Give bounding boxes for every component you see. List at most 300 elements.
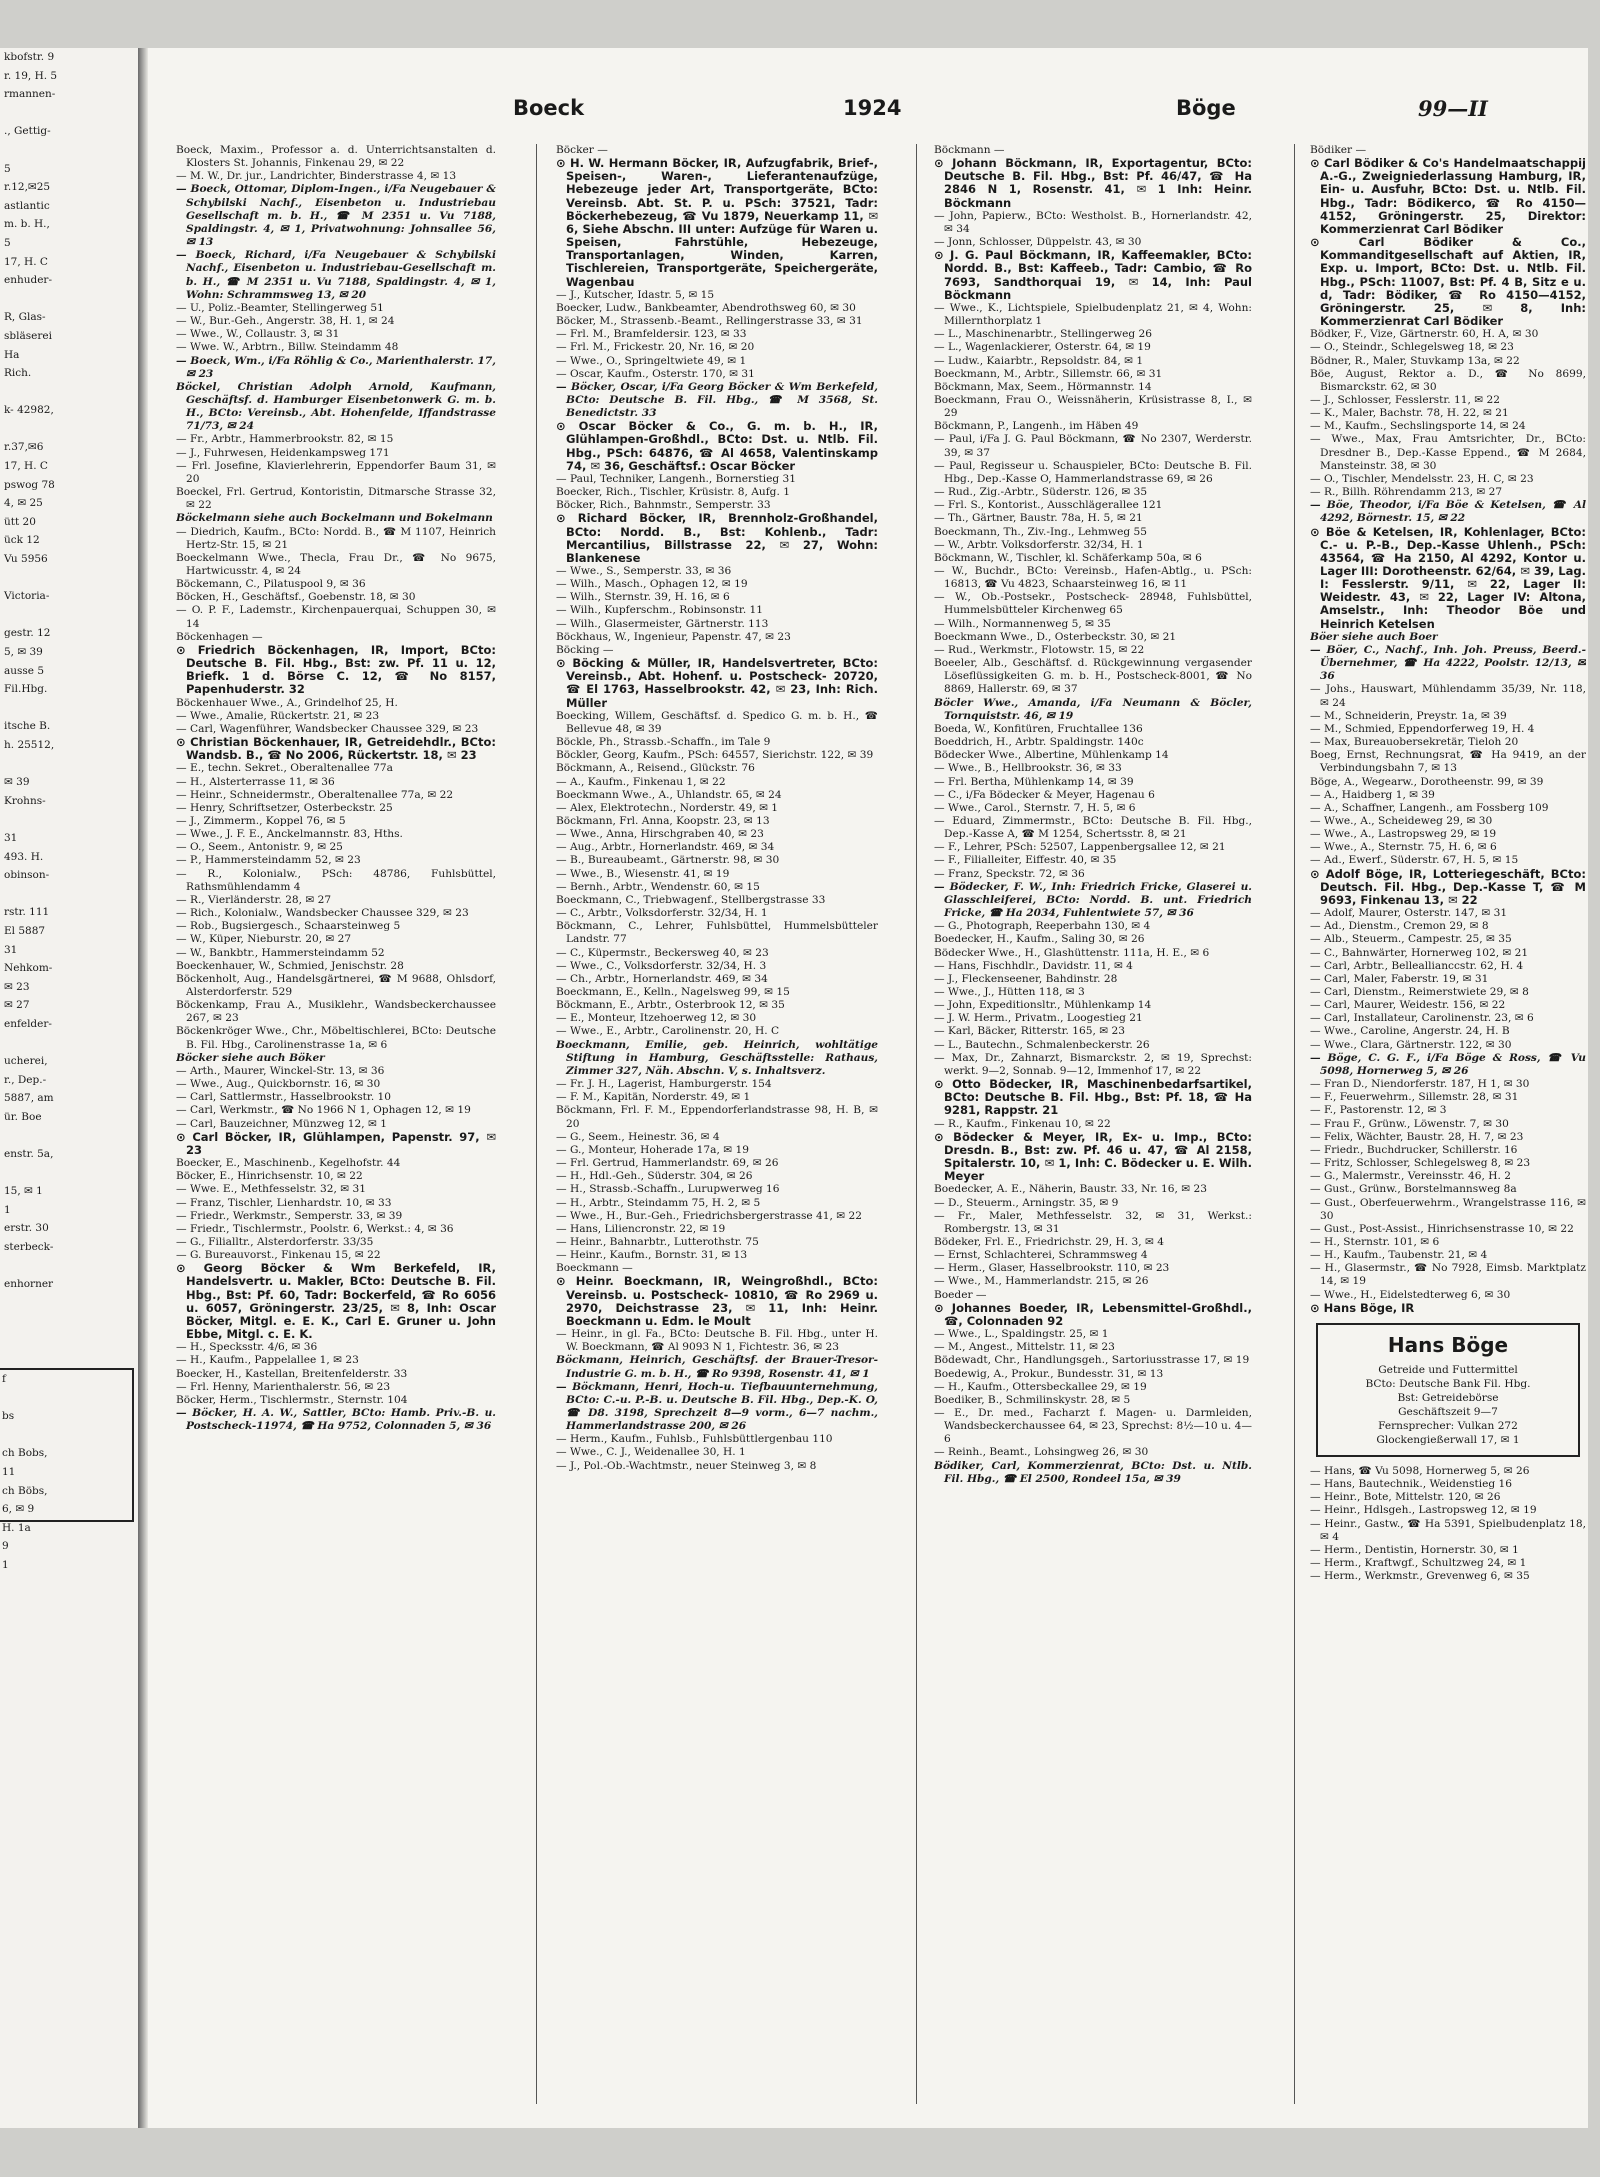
- directory-entry: — Hans, Fischhdlr., Davidstr. 11, ✉ 4: [934, 959, 1133, 972]
- directory-entry: — H., Kaufm., Ottersbeckallee 29, ✉ 19: [934, 1380, 1147, 1393]
- directory-entry: — Carl, Dienstm., Reimerstwiete 29, ✉ 8: [1310, 986, 1529, 998]
- previous-page-line: sterbeck-: [4, 1241, 54, 1253]
- directory-entry: — Heinr., Kaufm., Bornstr. 31, ✉ 13: [556, 1249, 748, 1262]
- previous-page-line: kbofstr. 9: [4, 51, 55, 63]
- directory-entry: — O., Seem., Antonistr. 9, ✉ 25: [176, 841, 343, 854]
- directory-entry: Böckmann, Frl. Anna, Koopstr. 23, ✉ 13: [556, 814, 770, 827]
- previous-page-line: 17, H. C: [4, 255, 48, 268]
- directory-entry: — Frl. Gertrud, Hammerlandstr. 69, ✉ 26: [556, 1157, 779, 1170]
- directory-entry: — John, Papierw., BCto: Westholst. B., Hornerlandstr. 42, ✉ 34: [934, 209, 1252, 235]
- directory-entry: — F., Feuerwehrm., Sillemstr. 28, ✉ 31: [1310, 1091, 1519, 1104]
- directory-entry: — O. P. F., Lademstr., Kirchenpauerquai, Schuppen 30, ✉ 14: [176, 604, 496, 630]
- directory-entry: Boeckmann, M., Arbtr., Sillemstr. 66, ✉ 31: [934, 367, 1163, 380]
- previous-page-box-line: 11: [2, 1465, 16, 1478]
- directory-entry: — Fr. J. H., Lagerist, Hamburgerstr. 154: [556, 1078, 772, 1091]
- advertisement-line: Geschäftszeit 9—7: [1398, 1405, 1498, 1418]
- previous-page-line: 493. H.: [4, 850, 44, 863]
- directory-entry: — Wwe., L., Spaldingstr. 25, ✉ 1: [934, 1328, 1109, 1341]
- directory-entry: Böckmann, C., Lehrer, Fuhlsbüttel, Hummelsbütteler Landstr. 77: [556, 920, 878, 946]
- directory-entry: Bödker, F., Vize, Gärtnerstr. 60, H. A, ✉ 30: [1310, 328, 1539, 341]
- previous-page-line: enstr. 5a,: [4, 1148, 54, 1161]
- directory-entry: Böckel, Christian Adolph Arnold, Kaufmann, Geschäftsf. d. Hamburger Eisenbetonwerk G. m. b. H., BCto: Vereinsb., Abt. Hohenfelde, Iffandstrasse 71/73, ✉ 24: [176, 380, 496, 433]
- directory-entry: — Wwe., Carol., Sternstr. 7, H. 5, ✉ 6: [934, 801, 1136, 814]
- column-divider: [536, 144, 537, 2104]
- directory-entry: — Henry, Schriftsetzer, Osterbeckstr. 25: [176, 801, 393, 814]
- directory-entry: Boeckmann, Th., Ziv.-Ing., Lehmweg 55: [934, 525, 1147, 538]
- directory-entry: — J., Pol.-Ob.-Wachtmstr., neuer Steinweg 3, ✉ 8: [556, 1459, 817, 1472]
- directory-entry: — Wwe., Caroline, Angerstr. 24, H. B: [1310, 1025, 1510, 1038]
- directory-entry: — J., Schlosser, Fesslerstr. 11, ✉ 22: [1310, 393, 1500, 406]
- directory-entry: Boeckmann, E., Kelln., Nagelsweg 99, ✉ 15: [556, 986, 790, 998]
- directory-entry: — Boeck, Ottomar, Diplom-Ingen., i/Fa Neugebauer & Schybilski Nachf., Eisenbeton u. Industriebau Gesellschaft m. b. H., ☎ M 2351 u. Vu 7188, Spaldingstr. 4, ✉ 1, Privatwohnung: Johnsallee 56, ✉ 13: [176, 183, 496, 249]
- advertisement-line: Bst: Getreidebörse: [1397, 1391, 1499, 1404]
- directory-entry: Böckmann —: [934, 144, 1005, 156]
- header-year: 1924: [843, 96, 902, 120]
- firm-entry: ⊙ H. W. Hermann Böcker, IR, Aufzugfabrik, Brief-, Speisen-, Waren-, Lieferantenaufzüge, Hebezeuge jeder Art, Transportgeräte, BCto: Vereinsb. Abt. St. P. u. PSch: 37521, Tadr: Böckerhebezeug, ☎ Vu 1879, Neuerkamp 11, ✉ 6, Siehe Abschn. III unter: Aufzüge für Waren u. Speisen, Fahrstühle, Hebezeuge, Transportanlagen, Winden, Karren, Tischlereien, Transportgeräte, Speichergeräte, Wagenbau: [556, 156, 878, 289]
- directory-entry: — Frau F., Grünw., Löwenstr. 7, ✉ 30: [1310, 1117, 1509, 1130]
- previous-page-ad-box: [0, 1368, 134, 1571]
- column-3: [934, 144, 1252, 2104]
- previous-page-box-line: [2, 1389, 132, 1408]
- previous-page-line: [4, 885, 138, 904]
- directory-entry: — H., Arbtr., Steindamm 75, H. 2, ✉ 5: [556, 1196, 761, 1209]
- directory-entry: — M., Schneiderin, Preystr. 1a, ✉ 39: [1310, 709, 1507, 722]
- previous-page-line: ausse 5: [4, 664, 45, 677]
- directory-entry: — Paul, Regisseur u. Schauspieler, BCto: Deutsche B. Fil. Hbg., Dep.-Kasse O, Hammerlandstrasse 69, ✉ 26: [934, 459, 1252, 485]
- directory-entry: — H., Alsterterrasse 11, ✉ 36: [176, 775, 335, 788]
- directory-entry: — P., Hammersteindamm 52, ✉ 23: [176, 854, 361, 867]
- directory-entry: — F. M., Kapitän, Norderstr. 49, ✉ 1: [556, 1091, 751, 1104]
- firm-entry: ⊙ Böcking & Müller, IR, Handelsvertreter, BCto: Vereinsb., Abt. Hohenf. u. Postscheck- 20720, ☎ El 1763, Hasselbrookstr. 42, ✉ 23, Inh: Rich. Müller: [556, 656, 878, 710]
- directory-entry: — Carl, Installateur, Carolinenstr. 23, ✉ 6: [1310, 1012, 1534, 1025]
- previous-page-line: Vu 5956: [4, 553, 48, 566]
- previous-page-box-line: 6, ✉ 9: [2, 1503, 35, 1516]
- advertisement-box: [1316, 1323, 1580, 1457]
- directory-entry: — G., Filialltr., Alsterdorferstr. 33/35: [176, 1235, 374, 1248]
- directory-entry: — U., Poliz.-Beamter, Stellingerweg 51: [176, 301, 384, 314]
- directory-entry: — Hans, Bautechnik., Weidenstieg 16: [1310, 1478, 1512, 1491]
- previous-page-line: 15, ✉ 1: [4, 1185, 43, 1198]
- directory-entry: — J., Fleckenseener, Bahdinstr. 28: [934, 972, 1118, 985]
- directory-entry: — Carl, Wagenführer, Wandsbecker Chaussee 329, ✉ 23: [176, 722, 479, 735]
- directory-entry: — W., Buchdr., BCto: Vereinsb., Hafen-Abtlg., u. PSch: 16813, ☎ Vu 4823, Schaarsteinweg 16, ✉ 11: [934, 565, 1252, 591]
- column-4: [1310, 144, 1586, 2104]
- directory-entry: Böckmann, A., Reisend., Glückstr. 76: [556, 762, 755, 775]
- previous-page-line: [4, 141, 138, 160]
- directory-entry: Boeck, Maxim., Professor a. d. Unterrichtsanstalten d. Klosters St. Johannis, Finkenau 29, ✉ 22: [176, 144, 496, 170]
- directory-entry: Boeckmann —: [556, 1262, 633, 1275]
- directory-entry: — Carl, Bauzeichner, Münzweg 12, ✉ 1: [176, 1117, 387, 1130]
- directory-entry: — Heinr., Bahnarbtr., Lutterothstr. 75: [556, 1235, 759, 1248]
- directory-entry: — Rud., Werkmstr., Flotowstr. 15, ✉ 22: [934, 643, 1145, 656]
- previous-page-line: Ha: [4, 348, 20, 361]
- directory-entry: — C., i/Fa Bödecker & Meyer, Hagenau 6: [934, 788, 1155, 801]
- directory-entry: — Eduard, Zimmermstr., BCto: Deutsche B. Fil. Hbg., Dep.-Kasse A, ☎ M 1254, Schertsstr. 8, ✉ 21: [934, 814, 1252, 841]
- directory-entry: — John, Expeditionsltr., Mühlenkamp 14: [934, 999, 1152, 1012]
- directory-entry: Bödecker Wwe., Albertine, Mühlenkamp 14: [934, 749, 1169, 762]
- directory-entry: — Wwe., B., Wiesenstr. 41, ✉ 19: [556, 867, 730, 880]
- page-number: 99—II: [1418, 96, 1488, 121]
- advertisement-line: Glockengießerwall 17, ✉ 1: [1376, 1433, 1520, 1446]
- directory-entry: Boeg, Ernst, Rechnungsrat, ☎ Ha 9419, an der Verbindungsbahn 7, ✉ 13: [1310, 749, 1586, 775]
- previous-page-line: [4, 290, 138, 309]
- directory-entry: — F., Pastorenstr. 12, ✉ 3: [1310, 1104, 1447, 1117]
- previous-page-line: k- 42982,: [4, 404, 54, 417]
- previous-page-line: Nehkom-: [4, 962, 53, 975]
- directory-entry: — J., Fuhrwesen, Heidenkampsweg 171: [176, 446, 390, 459]
- previous-page-line: h. 25512,: [4, 738, 55, 751]
- previous-page-line: Fil.Hbg.: [4, 683, 48, 696]
- directory-entry: Boeda, W., Konfitüren, Fruchtallee 136: [934, 722, 1143, 735]
- directory-entry: — F., Filialleiter, Eiffestr. 40, ✉ 35: [934, 854, 1117, 867]
- firm-entry: ⊙ Richard Böcker, IR, Brennholz-Großhandel, BCto: Nordd. B., Bst: Kohlenb., Tadr: Mercantilius, Billstrasse 22, ✉ 27, Wohn: Blankenese: [556, 511, 878, 565]
- directory-entry: — Fran D., Niendorferstr. 187, H 1, ✉ 30: [1310, 1078, 1530, 1091]
- directory-entry: — Bödecker, F. W., Inh: Friedrich Fricke, Glaserei u. Glasschleiferei, BCto: Nordd. B. unt. Friedrich Fricke, ☎ Ha 2034, Fuhlentwiete 57, ✉ 36: [934, 880, 1252, 920]
- directory-entry: — Max, Dr., Zahnarzt, Bismarckstr. 2, ✉ 19, Sprechst: werkt. 9—2, Sonnab. 9—12, Immenhof 17, ✉ 22: [934, 1051, 1252, 1077]
- directory-entry: Bödeker, Frl. E., Friedrichstr. 29, H. 3, ✉ 4: [934, 1235, 1164, 1248]
- previous-page-line: [4, 569, 138, 588]
- directory-entry: — M., Angest., Mittelstr. 11, ✉ 23: [934, 1341, 1115, 1354]
- directory-entry: — Wwe., B., Hellbrookstr. 36, ✉ 33: [934, 762, 1122, 775]
- directory-entry: — D., Steuerm., Arningstr. 35, ✉ 9: [934, 1196, 1119, 1209]
- book-gutter: [138, 48, 148, 2128]
- directory-entry: — O., Steindr., Schlegelsweg 18, ✉ 23: [1310, 341, 1514, 354]
- directory-entry: Boeckel, Frl. Gertrud, Kontoristin, Ditmarsche Strasse 32, ✉ 22: [176, 486, 496, 512]
- directory-entry: — Wwe., C., Volksdorferstr. 32/34, H. 3: [556, 959, 767, 972]
- directory-entry: — Friedr., Tischlermstr., Poolstr. 6, Werkst.: 4, ✉ 36: [176, 1222, 454, 1235]
- directory-entry: — Wwe., K., Lichtspiele, Spielbudenplatz 21, ✉ 4, Wohn: Millernthorplatz 1: [934, 301, 1252, 328]
- previous-page-line: ✉ 39: [4, 776, 30, 789]
- directory-entry: — Wilh., Sternstr. 39, H. 16, ✉ 6: [556, 591, 730, 604]
- directory-entry: — A., Haidberg 1, ✉ 39: [1310, 788, 1435, 801]
- directory-entry: Böcking —: [556, 643, 614, 656]
- directory-entry: — Carl, Maler, Faberstr. 19, ✉ 31: [1310, 972, 1489, 985]
- firm-entry: ⊙ Carl Bödiker & Co's Handelmaatschappij A.-G., Zweigniederlassung Hamburg, IR, Ein- u. Ausfuhr, BCto: Dst. u. Ntlb. Fil. Hbg., Tadr: Bödikerco, ☎ Ro 4150—4152, Gröningerstr. 25, Direktor: Kommerzienrat Carl Bödiker: [1310, 156, 1586, 236]
- directory-entry: — Reinh., Beamt., Lohsingweg 26, ✉ 30: [934, 1446, 1149, 1459]
- directory-entry: — Wilh., Masch., Ophagen 12, ✉ 19: [556, 578, 748, 591]
- directory-entry: — Franz, Speckstr. 72, ✉ 36: [934, 867, 1085, 880]
- advertisement-title: Hans Böge: [1387, 1332, 1509, 1357]
- previous-page-line: [4, 383, 138, 402]
- firm-entry: ⊙ Otto Bödecker, IR, Maschinenbedarfsartikel, BCto: Deutsche B. Fil. Hbg., Bst: Pf. 18, ☎ Ha 9281, Rappstr. 21: [934, 1077, 1252, 1118]
- directory-entry: — Bernh., Arbtr., Wendenstr. 60, ✉ 15: [556, 880, 760, 893]
- directory-entry: — Wwe., J., Hütten 118, ✉ 3: [934, 986, 1085, 998]
- directory-entry: — Ch., Arbtr., Hornerlandstr. 469, ✉ 34: [556, 972, 768, 985]
- column-2: [556, 144, 878, 2104]
- directory-entry: — G. Bureauvorst., Finkenau 15, ✉ 22: [176, 1249, 381, 1262]
- directory-entry: — Ad., Ewerf., Süderstr. 67, H. 5, ✉ 15: [1310, 854, 1519, 867]
- directory-entry: — J., Zimmerm., Koppel 76, ✉ 5: [176, 814, 346, 827]
- advertisement-line: Fernsprecher: Vulkan 272: [1378, 1419, 1518, 1432]
- directory-entry: Böckle, Ph., Strassb.-Schaffn., im Tale 9: [556, 736, 771, 749]
- firm-entry: ⊙ Johann Böckmann, IR, Exportagentur, BCto: Deutsche B. Fil. Hbg., Bst: Pf. 46/47, ☎ Ha 2846 N 1, Rosenstr. 41, ✉ 1 Inh: Heinr. Böckmann: [934, 156, 1252, 210]
- directory-entry: Böckmann, W., Tischler, kl. Schäferkamp 50a, ✉ 6: [934, 551, 1202, 564]
- directory-entry: Böckmann, Frl. F. M., Eppendorferlandstrasse 98, H. B, ✉ 20: [556, 1104, 878, 1130]
- directory-entry: Boedewig, A., Prokur., Bundesstr. 31, ✉ 13: [934, 1367, 1164, 1380]
- previous-page-line: enfelder-: [4, 1017, 52, 1030]
- advertisement-line: Getreide und Futtermittel: [1378, 1363, 1518, 1376]
- directory-entry: — C., Arbtr., Volksdorferstr. 32/34, H. 1: [556, 907, 768, 920]
- directory-entry: Böckmann, P., Langenh., im Häben 49: [934, 420, 1139, 433]
- firm-entry: ⊙ Adolf Böge, IR, Lotteriegeschäft, BCto: Deutsch. Fil. Hbg., Dep.-Kasse T, ☎ M 9693, Finkenau 13, ✉ 22: [1310, 866, 1586, 907]
- previous-page-line: erstr. 30: [4, 1222, 49, 1235]
- directory-entry: — Gust., Post-Assist., Hinrichsenstrasse 10, ✉ 22: [1310, 1222, 1574, 1235]
- directory-entry: — Wwe., H., Eidelstedterweg 6, ✉ 30: [1310, 1288, 1511, 1301]
- directory-entry: — W., Bankbtr., Hammersteindamm 52: [176, 946, 385, 959]
- previous-page-line: 5: [4, 236, 11, 249]
- directory-entry: Boeddrich, H., Arbtr. Spaldingstr. 140c: [934, 736, 1144, 749]
- directory-entry: — Ludw., Kaiarbtr., Repsoldstr. 84, ✉ 1: [934, 354, 1144, 367]
- directory-entry: — Alex, Elektrotechn., Norderstr. 49, ✉ 1: [556, 801, 779, 814]
- previous-page-line: gestr. 12: [4, 627, 51, 640]
- directory-entry: Böckmann, E., Arbtr., Osterbrook 12, ✉ 35: [556, 999, 785, 1012]
- directory-entry: — Fr., Maler, Methfesselstr. 32, ✉ 31, Werkst.: Rombergstr. 13, ✉ 31: [934, 1209, 1252, 1235]
- directory-entry: — Rud., Zig.-Arbtr., Süderstr. 126, ✉ 35: [934, 486, 1148, 499]
- directory-entry: — W., Bur.-Geh., Angerstr. 38, H. 1, ✉ 24: [176, 315, 395, 328]
- previous-page-line: itsche B.: [4, 720, 51, 733]
- previous-page-line: r.12,✉25: [4, 181, 51, 194]
- directory-entry: — R., Billh. Röhrendamm 213, ✉ 27: [1310, 486, 1503, 499]
- directory-entry: — Wwe., Amalie, Rückertstr. 21, ✉ 23: [176, 709, 380, 722]
- previous-page-line: 1: [4, 1203, 11, 1216]
- directory-entry: — Frl. S., Kontorist., Ausschlägerallee 121: [934, 499, 1163, 512]
- previous-page-line: rstr. 111: [4, 906, 50, 919]
- directory-entry: Böckenkamp, Frau A., Musiklehr., Wandsbeckerchaussee 267, ✉ 23: [176, 999, 496, 1025]
- directory-entry: Böcker, E., Hinrichsenstr. 10, ✉ 22: [176, 1170, 363, 1183]
- directory-entry: — Karl, Bäcker, Ritterstr. 165, ✉ 23: [934, 1025, 1125, 1038]
- directory-entry: — Paul, i/Fa J. G. Paul Böckmann, ☎ No 2307, Werderstr. 39, ✉ 37: [934, 433, 1252, 459]
- directory-entry: — Oscar, Kaufm., Osterstr. 170, ✉ 31: [556, 367, 755, 380]
- previous-page-box-line: H. 1a: [2, 1521, 31, 1534]
- advertisement-line: BCto: Deutsche Bank Fil. Hbg.: [1365, 1377, 1531, 1390]
- directory-entry: — Wwe., Max, Frau Amtsrichter, Dr., BCto: Dresdner B., Dep.-Kasse Eppend., ☎ M 2684, Mansteinstr. 38, ✉ 30: [1310, 433, 1586, 472]
- column-1: [176, 144, 496, 2104]
- directory-entry: — Frl. Bertha, Mühlenkamp 14, ✉ 39: [934, 775, 1134, 788]
- previous-page-line: [4, 1126, 138, 1145]
- directory-entry: Bödiker, Carl, Kommerzienrat, BCto: Dst. u. Ntlb. Fil. Hbg., ☎ El 2500, Rondeel 15a, ✉ 39: [934, 1459, 1252, 1485]
- directory-entry: Böckhaus, W., Ingenieur, Papenstr. 47, ✉ 23: [556, 630, 791, 643]
- directory-entry: Böckenhauer Wwe., A., Grindelhof 25, H.: [176, 696, 398, 709]
- previous-page-line: [4, 104, 138, 123]
- directory-entry: — K., Maler, Bachstr. 78, H. 22, ✉ 21: [1310, 407, 1509, 420]
- directory-entry: — L., Bautechn., Schmalenbeckerstr. 26: [934, 1038, 1150, 1051]
- previous-page-line: 5887, am: [4, 1092, 54, 1105]
- previous-page-box-line: 1: [2, 1558, 9, 1571]
- previous-page-box-line: f: [2, 1373, 6, 1385]
- directory-entry: Boeckenhauer, W., Schmied, Jenischstr. 28: [176, 959, 404, 972]
- directory-entry: — Herm., Kraftwgf., Schultzweg 24, ✉ 1: [1310, 1557, 1527, 1569]
- directory-entry: — F., Lehrer, PSch: 52507, Lappenbergsallee 12, ✉ 21: [934, 841, 1226, 854]
- previous-page-line: El 5887: [4, 924, 46, 937]
- directory-entry: — Wwe., C. J., Weidenallee 30, H. 1: [556, 1446, 746, 1459]
- directory-entry: — Böge, C. G. F., i/Fa Böge & Ross, ☎ Vu 5098, Hornerweg 5, ✉ 26: [1310, 1051, 1586, 1077]
- firm-entry: ⊙ Christian Böckenhauer, IR, Getreidehdlr., BCto: Wandsb. B., ☎ No 2006, Rückertstr. 18, ✉ 23: [176, 735, 496, 763]
- directory-entry: — Adolf, Maurer, Osterstr. 147, ✉ 31: [1310, 907, 1508, 920]
- previous-page-edge: [0, 48, 140, 2128]
- directory-entry: — Herm., Dentistin, Hornerstr. 30, ✉ 1: [1310, 1543, 1519, 1556]
- directory-entry: — Herm., Kaufm., Fuhlsb., Fuhlsbüttlergenbau 110: [556, 1433, 833, 1446]
- directory-entry: — Fritz, Schlosser, Schlegelsweg 8, ✉ 23: [1310, 1157, 1531, 1170]
- directory-entry: Boeckmann, C., Triebwagenf., Stellbergstrasse 33: [556, 893, 826, 906]
- previous-page-text: [0, 48, 138, 1294]
- directory-entry: — Böer, C., Nachf., Inh. Joh. Preuss, Beerd.-Übernehmer, ☎ Ha 4222, Poolstr. 12/13, ✉ 36: [1310, 643, 1586, 683]
- previous-page-line: ., Gettig-: [4, 125, 51, 138]
- directory-entry: Boeeler, Alb., Geschäftsf. d. Rückgewinnung vergasender Löseflüssigkeiten G. m. b. H., Postscheck-8001, ☎ No 8869, Hallerstr. 69, ✉ 37: [934, 657, 1252, 696]
- previous-page-line: r., Dep.-: [4, 1073, 47, 1086]
- directory-entry: — Wwe., W., Collaustr. 3, ✉ 31: [176, 328, 340, 341]
- directory-entry: — Felix, Wächter, Baustr. 28, H. 7, ✉ 23: [1310, 1130, 1524, 1143]
- directory-entry: — Böcker, H. A. W., Sattler, BCto: Hamb. Priv.-B. u. Postscheck-11974, ☎ Ha 9752, Colonnaden 5, ✉ 36: [176, 1407, 496, 1433]
- directory-entry: — Herm., Werkmstr., Grevenweg 6, ✉ 35: [1310, 1570, 1530, 1583]
- directory-entry: — Ernst, Schlachterei, Schrammsweg 4: [934, 1249, 1148, 1262]
- previous-page-line: [4, 1164, 138, 1183]
- directory-entry: — E., techn. Sekret., Oberaltenallee 77a: [176, 762, 393, 775]
- directory-entry: — A., Schaffner, Langenh., am Fossberg 109: [1310, 801, 1549, 814]
- directory-entry: Böer siehe auch Boer: [1310, 630, 1438, 643]
- directory-entry: — G., Malermstr., Vereinsstr. 46, H. 2: [1310, 1170, 1511, 1183]
- directory-entry: Boeckmann, Emilie, geb. Heinrich, wohltätige Stiftung in Hamburg, Geschäftsstelle: Rathaus, Zimmer 327, Näh. Abschn. V, s. Inhaltsverz.: [556, 1038, 878, 1077]
- previous-page-line: ✉ 23: [4, 980, 30, 993]
- directory-entry: Boecking, Willem, Geschäftsf. d. Spedico G. m. b. H., ☎ Bellevue 48, ✉ 39: [556, 709, 878, 735]
- directory-entry: — H., Kaufm., Pappelallee 1, ✉ 23: [176, 1354, 359, 1367]
- directory-entry: — H., Glasermstr., ☎ No 7928, Eimsb. Marktplatz 14, ✉ 19: [1310, 1262, 1586, 1288]
- firm-entry: ⊙ Böe & Ketelsen, IR, Kohlenlager, BCto: C.- u. P.-B., Dep.-Kasse Uhlenh., PSch: 43564, ☎ Ha 2150, Al 4292, Kontor u. Lager III: Dorotheenstr. 62/64, ✉ 39, Lag. I: Fesslerstr. 9/11, ✉ 22, Lager II: Weidestr. 43, ✉ 22, Lager IV: Altona, Amselstr., Inh: Theodor Böe und Heinrich Ketelsen: [1310, 524, 1586, 631]
- directory-entry: — Carl, Maurer, Weidestr. 156, ✉ 22: [1310, 999, 1506, 1012]
- directory-entry: — Heinr., Bote, Mittelstr. 120, ✉ 26: [1310, 1491, 1501, 1504]
- previous-page-line: ütt 20: [4, 515, 36, 528]
- directory-entry: — R., Vierländerstr. 28, ✉ 27: [176, 893, 332, 906]
- previous-page-line: 4, ✉ 25: [4, 497, 43, 510]
- directory-entry: — Wwe., Anna, Hirschgraben 40, ✉ 23: [556, 828, 764, 841]
- directory-entry: Böckler, Georg, Kaufm., PSch: 64557, Sierichstr. 122, ✉ 39: [556, 749, 874, 762]
- directory-entry: Böckenhagen —: [176, 630, 263, 643]
- directory-entry: — W., Arbtr. Volksdorferstr. 32/34, H. 1: [934, 538, 1144, 551]
- directory-entry: — Boeck, Wm., i/Fa Röhlig & Co., Marienthalerstr. 17, ✉ 23: [176, 354, 496, 380]
- firm-entry: ⊙ Johannes Boeder, IR, Lebensmittel-Großhdl., ☎, Colonnaden 92: [934, 1300, 1252, 1328]
- directory-entry: — L., Maschinenarbtr., Stellingerweg 26: [934, 328, 1153, 341]
- previous-page-line: astlantic: [4, 199, 50, 212]
- directory-entry: — Wwe., Aug., Quickbornstr. 16, ✉ 30: [176, 1078, 381, 1091]
- directory-entry: — A., Kaufm., Finkenau 1, ✉ 22: [556, 775, 726, 788]
- previous-page-line: 5, ✉ 39: [4, 646, 43, 658]
- directory-entry: — Herm., Glaser, Hasselbrookstr. 110, ✉ 23: [934, 1262, 1170, 1275]
- directory-page: [148, 48, 1588, 2128]
- directory-entry: — Gust., Grünw., Borstelmannsweg 8a: [1310, 1183, 1517, 1196]
- firm-entry: ⊙ Carl Bödiker & Co., Kommanditgesellschaft auf Aktien, IR, Exp. u. Import, BCto: Dst. u. Ntlb. Fil. Hbg., PSch: 11007, Bst: Pf. 4 B, Sitz e u. d, Tadr: Bödiker, ☎ Ro 4150—4152, Gröningerstr. 25, ✉ 8, Inh: Kommerzienrat Carl Bödiker: [1310, 235, 1586, 329]
- directory-entry: Boecker, Rich., Tischler, Krüsistr. 8, Aufg. 1: [556, 486, 790, 499]
- directory-entry: — Hans, ☎ Vu 5098, Hornerweg 5, ✉ 26: [1310, 1464, 1530, 1477]
- directory-entry: — Wwe., A., Sternstr. 75, H. 6, ✉ 6: [1310, 841, 1497, 854]
- previous-page-line: enhuder-: [4, 274, 53, 287]
- column-divider: [1294, 144, 1295, 2104]
- directory-entry: — M., Kaufm., Sechslingsporte 14, ✉ 24: [1310, 420, 1526, 433]
- directory-entry: — Carl, Arbtr., Belleallianccstr. 62, H. 4: [1310, 959, 1524, 972]
- directory-entry: Böcker siehe auch Böker: [176, 1051, 325, 1064]
- previous-page-line: [4, 606, 138, 625]
- directory-entry: — Wwe., E., Arbtr., Carolinenstr. 20, H. C: [556, 1025, 780, 1038]
- firm-entry: ⊙ Hans Böge, IR: [1310, 1300, 1415, 1315]
- directory-entry: — Heinr., Hdlsgeh., Lastropsweg 12, ✉ 19: [1310, 1504, 1537, 1517]
- directory-entry: — Ad., Dienstm., Cremon 29, ✉ 8: [1310, 920, 1489, 933]
- directory-entry: — Böckmann, Henri, Hoch-u. Tiefbauunternehmung, BCto: C.-u. P.-B. u. Deutsche B. Fil. Hbg., Dep.-K. O, ☎ D8. 3198, Sprechzeit 8—9 vorm., 6—7 nachm., Hammerlandstrasse 200, ✉ 26: [556, 1380, 878, 1433]
- directory-entry: Boecker, E., Maschinenb., Kegelhofstr. 44: [176, 1157, 401, 1170]
- directory-entry: — Th., Gärtner, Baustr. 78a, H. 5, ✉ 21: [934, 512, 1143, 525]
- directory-entry: — Böe, Theodor, i/Fa Böe & Ketelsen, ☎ Al 4292, Börnestr. 15, ✉ 22: [1310, 499, 1586, 525]
- previous-page-line: Victoria-: [4, 590, 50, 603]
- directory-entry: — O., Tischler, Mendelsstr. 23, H. C, ✉ 23: [1310, 472, 1534, 485]
- previous-page-line: 31: [4, 831, 18, 844]
- directory-entry: — Diedrich, Kaufm., BCto: Nordd. B., ☎ M 1107, Heinrich Hertz-Str. 15, ✉ 21: [176, 525, 496, 551]
- previous-page-line: [4, 755, 138, 774]
- directory-entry: — Wwe. W., Arbtrn., Billw. Steindamm 48: [176, 341, 399, 354]
- directory-entry: — Wilh., Kupferschm., Robinsonstr. 11: [556, 604, 764, 617]
- directory-entry: Böckenholt, Aug., Handelsgärtnerei, ☎ M 9688, Ohlsdorf, Alsterdorferstr. 529: [176, 972, 496, 998]
- directory-entry: — R., Kaufm., Finkenau 10, ✉ 22: [934, 1117, 1111, 1130]
- directory-entry: — Arth., Maurer, Winckel-Str. 13, ✉ 36: [176, 1064, 385, 1077]
- directory-entry: — W., Küper, Nieburstr. 20, ✉ 27: [176, 933, 352, 946]
- directory-entry: Böckemann, C., Pilatuspool 9, ✉ 36: [176, 578, 366, 591]
- directory-entry: — Wwe., S., Semperstr. 33, ✉ 36: [556, 565, 732, 577]
- directory-entry: Boeckmann Wwe., A., Uhlandstr. 65, ✉ 24: [556, 788, 782, 801]
- previous-page-line: 17, H. C: [4, 460, 48, 473]
- firm-entry: ⊙ J. G. Paul Böckmann, IR, Kaffeemakler, BCto: Nordd. B., Bst: Kaffeeb., Tadr: Cambio, ☎ Ro 7693, Sandthorquai 19, ✉ 14, Inh: Paul Böckmann: [934, 248, 1252, 302]
- directory-entry: — Gust., Oberfeuerwehrm., Wrangelstrasse 116, ✉ 30: [1310, 1196, 1586, 1222]
- column-divider: [916, 144, 917, 2104]
- directory-entry: — Boeck, Richard, i/Fa Neugebauer & Schybilski Nachf., Eisenbeton u. Industriebau-Gesellschaft m. b. H., ☎ M 2351 u. Vu 7188, Spaldingstr. 4, ✉ 1, Wohn: Schrammsweg 13, ✉ 20: [176, 249, 496, 301]
- directory-entry: Böcker —: [556, 144, 608, 156]
- directory-entry: — M., Schmied, Eppendorferweg 19, H. 4: [1310, 722, 1535, 735]
- directory-entry: — Friedr., Werkmstr., Semperstr. 33, ✉ 39: [176, 1209, 403, 1222]
- directory-entry: Boecker, H., Kastellan, Breitenfelderstr. 33: [176, 1367, 408, 1380]
- directory-entry: — Frl. Josefine, Klavierlehrerin, Eppendorfer Baum 31, ✉ 20: [176, 459, 496, 485]
- directory-entry: Böckmann, Max, Seem., Hörmannstr. 14: [934, 380, 1152, 393]
- directory-entry: — H., Strassb.-Schaffn., Lurupwerweg 16: [556, 1183, 780, 1196]
- directory-entry: — H., Kaufm., Taubenstr. 21, ✉ 4: [1310, 1249, 1488, 1262]
- firm-entry: ⊙ Georg Böcker & Wm Berkefeld, IR, Handelsvertr. u. Makler, BCto: Deutsche B. Fil. Hbg., Bst: Pf. 60, Tadr: Bockerfeld, ☎ Ro 6056 u. 6057, Gröningerstr. 23/25, ✉ 8, Inh: Oscar Böcker, Mitgl. e. E. K., Carl E. Gruner u. John Ebbe, Mitgl. c. E. K.: [176, 1261, 496, 1342]
- directory-entry: — E., Monteur, Itzehoerweg 12, ✉ 30: [556, 1012, 757, 1025]
- previous-page-box-line: ch Bobs,: [2, 1447, 48, 1460]
- previous-page-box-line: 9: [2, 1540, 9, 1553]
- directory-entry: Böcler Wwe., Amanda, i/Fa Neumann & Böcler, Tornquiststr. 46, ✉ 19: [934, 696, 1252, 722]
- previous-page-line: 31: [4, 943, 18, 956]
- previous-page-line: r. 19, H. 5: [4, 69, 58, 82]
- directory-entry: — C., Bahnwärter, Hornerweg 102, ✉ 21: [1310, 946, 1529, 959]
- firm-entry: ⊙ Heinr. Boeckmann, IR, Weingroßhdl., BCto: Vereinsb. u. Postscheck- 10810, ☎ Ro 2969 u. 2970, Deichstrasse 23, ✉ 11, Inh: Heinr. Boeckmann u. Edm. le Moult: [556, 1274, 878, 1328]
- directory-entry: — J. W. Herm., Privatm., Loogestieg 21: [934, 1012, 1143, 1025]
- directory-entry: — W., Ob.-Postsekr., Postscheck- 28948, Fuhlsbüttel, Hummelsbütteler Kirchenweg 65: [934, 591, 1252, 617]
- directory-entry: — R., Kolonialw., PSch: 48786, Fuhlsbüttel, Rathsmühlendamm 4: [176, 867, 496, 893]
- directory-entry: — B., Bureaubeamt., Gärtnerstr. 98, ✉ 30: [556, 854, 780, 867]
- directory-entry: Bödecker Wwe., H., Glashüttenstr. 111a, H. E., ✉ 6: [934, 946, 1210, 959]
- previous-page-line: ür. Boe: [4, 1110, 42, 1123]
- previous-page-line: [4, 420, 138, 439]
- directory-entry: — Rich., Kolonialw., Wandsbecker Chaussee 329, ✉ 23: [176, 907, 469, 920]
- directory-entry: — H., Sternstr. 101, ✉ 6: [1310, 1235, 1440, 1248]
- directory-entry: Böcker, Herm., Tischlermstr., Sternstr. 104: [176, 1393, 408, 1406]
- directory-entry: — Rob., Bugsiergesch., Schaarsteinweg 5: [176, 920, 401, 933]
- directory-entry: Boecker, Ludw., Bankbeamter, Abendrothsweg 60, ✉ 30: [556, 301, 856, 314]
- directory-entry: Boeckmann Wwe., D., Osterbeckstr. 30, ✉ 21: [934, 630, 1177, 643]
- previous-page-line: ✉ 27: [4, 999, 30, 1012]
- directory-entry: — Wwe., A., Lastropsweg 29, ✉ 19: [1310, 828, 1497, 841]
- directory-entry: — Wwe., J. F. E., Anckelmannstr. 83, Hths.: [176, 828, 403, 841]
- directory-entry: — Max, Bureauobersekretär, Tieloh 20: [1310, 736, 1519, 749]
- directory-entry: — Alb., Steuerm., Campestr. 25, ✉ 35: [1310, 933, 1512, 946]
- directory-entry: — Paul, Techniker, Langenh., Bornerstieg 31: [556, 472, 797, 485]
- directory-entry: — Friedr., Buchdrucker, Schillerstr. 16: [1310, 1143, 1518, 1156]
- header-right-word: Böge: [1176, 96, 1236, 120]
- directory-entry: — Heinr., Gastw., ☎ Ha 5391, Spielbudenplatz 18, ✉ 4: [1310, 1517, 1586, 1543]
